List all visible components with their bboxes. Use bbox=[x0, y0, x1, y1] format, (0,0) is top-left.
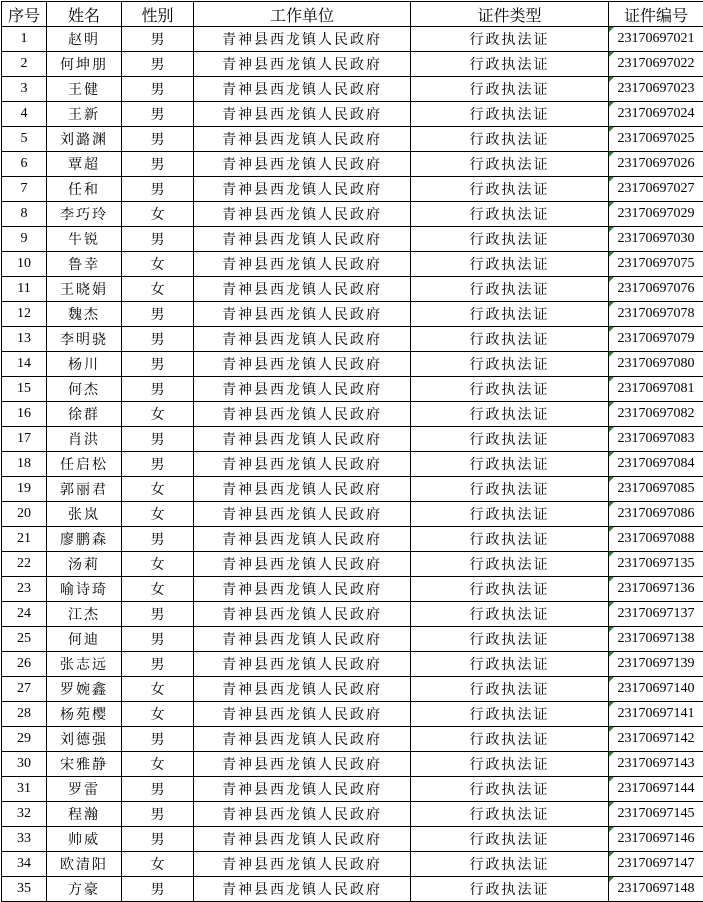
cell-unit: 青神县西龙镇人民政府 bbox=[194, 277, 411, 302]
cell-unit: 青神县西龙镇人民政府 bbox=[194, 127, 411, 152]
cell-name: 鲁幸 bbox=[47, 252, 122, 277]
cell-unit: 青神县西龙镇人民政府 bbox=[194, 727, 411, 752]
cell-unit: 青神县西龙镇人民政府 bbox=[194, 102, 411, 127]
cell-index: 23 bbox=[2, 577, 47, 602]
header-index: 序号 bbox=[2, 2, 47, 27]
cell-name: 覃超 bbox=[47, 152, 122, 177]
cell-cert-no: 23170697078 bbox=[609, 302, 703, 327]
table-row bbox=[2, 427, 703, 452]
table-row bbox=[2, 877, 703, 902]
table-row bbox=[2, 27, 703, 52]
cell-gender: 男 bbox=[122, 102, 194, 127]
cell-cert-type: 行政执法证 bbox=[411, 227, 609, 252]
cell-gender: 男 bbox=[122, 327, 194, 352]
cell-gender: 男 bbox=[122, 52, 194, 77]
cell-index: 18 bbox=[2, 452, 47, 477]
cell-cert-no: 23170697082 bbox=[609, 402, 703, 427]
cell-cert-type: 行政执法证 bbox=[411, 752, 609, 777]
cell-gender: 男 bbox=[122, 377, 194, 402]
cell-cert-no: 23170697022 bbox=[609, 52, 703, 77]
cell-index: 2 bbox=[2, 52, 47, 77]
cell-cert-type: 行政执法证 bbox=[411, 27, 609, 52]
cell-index: 7 bbox=[2, 177, 47, 202]
table-row bbox=[2, 327, 703, 352]
cell-cert-type: 行政执法证 bbox=[411, 852, 609, 877]
cell-cert-no: 23170697145 bbox=[609, 802, 703, 827]
cell-cert-no: 23170697027 bbox=[609, 177, 703, 202]
cell-cert-no: 23170697137 bbox=[609, 602, 703, 627]
header-unit: 工作单位 bbox=[194, 2, 411, 27]
table-row bbox=[2, 177, 703, 202]
cell-name: 李巧玲 bbox=[47, 202, 122, 227]
cell-cert-no: 23170697075 bbox=[609, 252, 703, 277]
cell-cert-type: 行政执法证 bbox=[411, 277, 609, 302]
table-row bbox=[2, 302, 703, 327]
cell-unit: 青神县西龙镇人民政府 bbox=[194, 152, 411, 177]
cell-index: 11 bbox=[2, 277, 47, 302]
cell-cert-no: 23170697076 bbox=[609, 277, 703, 302]
table-row bbox=[2, 552, 703, 577]
cell-name: 喻诗琦 bbox=[47, 577, 122, 602]
table-row bbox=[2, 77, 703, 102]
cell-gender: 男 bbox=[122, 827, 194, 852]
cell-name: 刘潞渊 bbox=[47, 127, 122, 152]
table-row bbox=[2, 452, 703, 477]
cell-name: 赵明 bbox=[47, 27, 122, 52]
cell-unit: 青神县西龙镇人民政府 bbox=[194, 627, 411, 652]
cell-unit: 青神县西龙镇人民政府 bbox=[194, 802, 411, 827]
cell-gender: 男 bbox=[122, 627, 194, 652]
cell-cert-type: 行政执法证 bbox=[411, 52, 609, 77]
cell-cert-type: 行政执法证 bbox=[411, 127, 609, 152]
table-row bbox=[2, 352, 703, 377]
cell-name: 何坤朋 bbox=[47, 52, 122, 77]
table-row bbox=[2, 602, 703, 627]
cell-index: 14 bbox=[2, 352, 47, 377]
cell-cert-no: 23170697029 bbox=[609, 202, 703, 227]
cell-cert-no: 23170697024 bbox=[609, 102, 703, 127]
cell-name: 江杰 bbox=[47, 602, 122, 627]
cell-index: 29 bbox=[2, 727, 47, 752]
cell-unit: 青神县西龙镇人民政府 bbox=[194, 52, 411, 77]
cell-index: 19 bbox=[2, 477, 47, 502]
cell-index: 16 bbox=[2, 402, 47, 427]
cell-unit: 青神县西龙镇人民政府 bbox=[194, 77, 411, 102]
cell-cert-no: 23170697144 bbox=[609, 777, 703, 802]
cell-name: 宋雅静 bbox=[47, 752, 122, 777]
header-row bbox=[2, 2, 703, 27]
cell-cert-no: 23170697086 bbox=[609, 502, 703, 527]
cell-gender: 男 bbox=[122, 602, 194, 627]
cell-cert-type: 行政执法证 bbox=[411, 502, 609, 527]
cell-cert-type: 行政执法证 bbox=[411, 827, 609, 852]
cell-unit: 青神县西龙镇人民政府 bbox=[194, 27, 411, 52]
cell-index: 8 bbox=[2, 202, 47, 227]
cell-name: 罗婉鑫 bbox=[47, 677, 122, 702]
table-row bbox=[2, 477, 703, 502]
table-row bbox=[2, 227, 703, 252]
cell-index: 25 bbox=[2, 627, 47, 652]
cell-unit: 青神县西龙镇人民政府 bbox=[194, 227, 411, 252]
cell-gender: 女 bbox=[122, 552, 194, 577]
cell-cert-type: 行政执法证 bbox=[411, 352, 609, 377]
cell-name: 方豪 bbox=[47, 877, 122, 902]
cell-gender: 男 bbox=[122, 527, 194, 552]
cell-name: 杨苑樱 bbox=[47, 702, 122, 727]
cell-cert-no: 23170697026 bbox=[609, 152, 703, 177]
cell-cert-type: 行政执法证 bbox=[411, 802, 609, 827]
cell-gender: 男 bbox=[122, 777, 194, 802]
table-row bbox=[2, 827, 703, 852]
cell-index: 12 bbox=[2, 302, 47, 327]
cell-index: 31 bbox=[2, 777, 47, 802]
table-row bbox=[2, 102, 703, 127]
cell-unit: 青神县西龙镇人民政府 bbox=[194, 777, 411, 802]
cell-index: 6 bbox=[2, 152, 47, 177]
cell-unit: 青神县西龙镇人民政府 bbox=[194, 352, 411, 377]
header-cert-no: 证件编号 bbox=[609, 2, 703, 27]
cell-cert-type: 行政执法证 bbox=[411, 252, 609, 277]
cell-gender: 男 bbox=[122, 802, 194, 827]
cell-index: 4 bbox=[2, 102, 47, 127]
cell-cert-type: 行政执法证 bbox=[411, 627, 609, 652]
cell-unit: 青神县西龙镇人民政府 bbox=[194, 602, 411, 627]
cell-index: 27 bbox=[2, 677, 47, 702]
cell-unit: 青神县西龙镇人民政府 bbox=[194, 702, 411, 727]
cell-gender: 男 bbox=[122, 877, 194, 902]
table-row bbox=[2, 252, 703, 277]
cell-gender: 女 bbox=[122, 752, 194, 777]
cell-unit: 青神县西龙镇人民政府 bbox=[194, 477, 411, 502]
cell-unit: 青神县西龙镇人民政府 bbox=[194, 652, 411, 677]
cell-index: 32 bbox=[2, 802, 47, 827]
cell-cert-type: 行政执法证 bbox=[411, 777, 609, 802]
cell-gender: 男 bbox=[122, 452, 194, 477]
cell-unit: 青神县西龙镇人民政府 bbox=[194, 452, 411, 477]
cell-gender: 女 bbox=[122, 702, 194, 727]
cell-cert-type: 行政执法证 bbox=[411, 327, 609, 352]
cell-cert-no: 23170697141 bbox=[609, 702, 703, 727]
cell-name: 欧清阳 bbox=[47, 852, 122, 877]
cell-unit: 青神县西龙镇人民政府 bbox=[194, 527, 411, 552]
table-row bbox=[2, 652, 703, 677]
table-row bbox=[2, 152, 703, 177]
cell-gender: 男 bbox=[122, 427, 194, 452]
table-row bbox=[2, 727, 703, 752]
cell-name: 牛锐 bbox=[47, 227, 122, 252]
table-body bbox=[2, 27, 703, 902]
cell-index: 30 bbox=[2, 752, 47, 777]
cell-cert-no: 23170697023 bbox=[609, 77, 703, 102]
cell-cert-no: 23170697084 bbox=[609, 452, 703, 477]
cell-gender: 女 bbox=[122, 277, 194, 302]
table-row bbox=[2, 527, 703, 552]
cell-cert-no: 23170697021 bbox=[609, 27, 703, 52]
table-row bbox=[2, 402, 703, 427]
cell-gender: 女 bbox=[122, 852, 194, 877]
cell-index: 34 bbox=[2, 852, 47, 877]
cell-cert-no: 23170697142 bbox=[609, 727, 703, 752]
cell-cert-type: 行政执法证 bbox=[411, 102, 609, 127]
table-row bbox=[2, 577, 703, 602]
cell-unit: 青神县西龙镇人民政府 bbox=[194, 252, 411, 277]
table-row bbox=[2, 127, 703, 152]
cell-cert-no: 23170697030 bbox=[609, 227, 703, 252]
cell-cert-type: 行政执法证 bbox=[411, 77, 609, 102]
cell-name: 李明骁 bbox=[47, 327, 122, 352]
cell-index: 17 bbox=[2, 427, 47, 452]
cell-name: 杨川 bbox=[47, 352, 122, 377]
table-header bbox=[2, 2, 703, 27]
cell-gender: 男 bbox=[122, 227, 194, 252]
cell-cert-type: 行政执法证 bbox=[411, 452, 609, 477]
cell-index: 35 bbox=[2, 877, 47, 902]
cell-cert-type: 行政执法证 bbox=[411, 427, 609, 452]
cell-cert-type: 行政执法证 bbox=[411, 652, 609, 677]
cell-unit: 青神县西龙镇人民政府 bbox=[194, 202, 411, 227]
cell-cert-type: 行政执法证 bbox=[411, 877, 609, 902]
cell-unit: 青神县西龙镇人民政府 bbox=[194, 827, 411, 852]
cell-name: 任和 bbox=[47, 177, 122, 202]
cell-index: 10 bbox=[2, 252, 47, 277]
cell-cert-type: 行政执法证 bbox=[411, 302, 609, 327]
cell-gender: 男 bbox=[122, 27, 194, 52]
cell-cert-no: 23170697079 bbox=[609, 327, 703, 352]
cell-cert-no: 23170697136 bbox=[609, 577, 703, 602]
cell-cert-type: 行政执法证 bbox=[411, 152, 609, 177]
cell-gender: 男 bbox=[122, 352, 194, 377]
cell-cert-no: 23170697135 bbox=[609, 552, 703, 577]
cell-name: 帅威 bbox=[47, 827, 122, 852]
cell-cert-no: 23170697146 bbox=[609, 827, 703, 852]
cell-cert-type: 行政执法证 bbox=[411, 727, 609, 752]
cell-gender: 女 bbox=[122, 402, 194, 427]
cell-index: 22 bbox=[2, 552, 47, 577]
cell-name: 任启松 bbox=[47, 452, 122, 477]
cell-cert-no: 23170697025 bbox=[609, 127, 703, 152]
cell-name: 王新 bbox=[47, 102, 122, 127]
cell-unit: 青神县西龙镇人民政府 bbox=[194, 852, 411, 877]
cell-gender: 男 bbox=[122, 652, 194, 677]
cell-cert-no: 23170697081 bbox=[609, 377, 703, 402]
cell-index: 33 bbox=[2, 827, 47, 852]
cell-unit: 青神县西龙镇人民政府 bbox=[194, 377, 411, 402]
cell-name: 张志远 bbox=[47, 652, 122, 677]
cell-gender: 女 bbox=[122, 677, 194, 702]
cell-cert-type: 行政执法证 bbox=[411, 602, 609, 627]
cell-index: 13 bbox=[2, 327, 47, 352]
cell-cert-no: 23170697083 bbox=[609, 427, 703, 452]
header-cert-type: 证件类型 bbox=[411, 2, 609, 27]
table-row bbox=[2, 277, 703, 302]
cell-cert-no: 23170697088 bbox=[609, 527, 703, 552]
cell-gender: 女 bbox=[122, 577, 194, 602]
cell-unit: 青神县西龙镇人民政府 bbox=[194, 302, 411, 327]
cell-name: 肖洪 bbox=[47, 427, 122, 452]
cell-name: 魏杰 bbox=[47, 302, 122, 327]
table-row bbox=[2, 802, 703, 827]
cell-cert-type: 行政执法证 bbox=[411, 702, 609, 727]
cell-unit: 青神县西龙镇人民政府 bbox=[194, 427, 411, 452]
cell-index: 28 bbox=[2, 702, 47, 727]
cell-unit: 青神县西龙镇人民政府 bbox=[194, 177, 411, 202]
cell-index: 3 bbox=[2, 77, 47, 102]
cell-name: 王健 bbox=[47, 77, 122, 102]
cell-cert-type: 行政执法证 bbox=[411, 577, 609, 602]
cell-index: 20 bbox=[2, 502, 47, 527]
cell-cert-type: 行政执法证 bbox=[411, 677, 609, 702]
cell-cert-no: 23170697080 bbox=[609, 352, 703, 377]
table-row bbox=[2, 627, 703, 652]
cell-unit: 青神县西龙镇人民政府 bbox=[194, 552, 411, 577]
table-row bbox=[2, 752, 703, 777]
cell-cert-type: 行政执法证 bbox=[411, 477, 609, 502]
cell-cert-type: 行政执法证 bbox=[411, 202, 609, 227]
cell-unit: 青神县西龙镇人民政府 bbox=[194, 402, 411, 427]
cell-cert-type: 行政执法证 bbox=[411, 527, 609, 552]
cell-gender: 女 bbox=[122, 477, 194, 502]
cell-cert-type: 行政执法证 bbox=[411, 177, 609, 202]
cell-gender: 女 bbox=[122, 252, 194, 277]
cell-index: 24 bbox=[2, 602, 47, 627]
table-row bbox=[2, 677, 703, 702]
cell-index: 26 bbox=[2, 652, 47, 677]
table-row bbox=[2, 852, 703, 877]
cell-name: 罗雷 bbox=[47, 777, 122, 802]
cell-unit: 青神县西龙镇人民政府 bbox=[194, 502, 411, 527]
cell-index: 21 bbox=[2, 527, 47, 552]
cell-name: 何迪 bbox=[47, 627, 122, 652]
roster-table bbox=[1, 1, 703, 902]
table-row bbox=[2, 702, 703, 727]
cell-name: 何杰 bbox=[47, 377, 122, 402]
cell-gender: 男 bbox=[122, 177, 194, 202]
cell-name: 汤莉 bbox=[47, 552, 122, 577]
cell-gender: 男 bbox=[122, 127, 194, 152]
cell-name: 张岚 bbox=[47, 502, 122, 527]
table-row bbox=[2, 202, 703, 227]
cell-cert-type: 行政执法证 bbox=[411, 552, 609, 577]
cell-name: 刘德强 bbox=[47, 727, 122, 752]
header-gender: 性别 bbox=[122, 2, 194, 27]
header-name: 姓名 bbox=[47, 2, 122, 27]
cell-name: 王晓娟 bbox=[47, 277, 122, 302]
cell-cert-no: 23170697143 bbox=[609, 752, 703, 777]
cell-index: 5 bbox=[2, 127, 47, 152]
cell-name: 徐群 bbox=[47, 402, 122, 427]
cell-index: 9 bbox=[2, 227, 47, 252]
cell-index: 15 bbox=[2, 377, 47, 402]
cell-index: 1 bbox=[2, 27, 47, 52]
table-row bbox=[2, 52, 703, 77]
cell-name: 廖鹏森 bbox=[47, 527, 122, 552]
cell-gender: 女 bbox=[122, 502, 194, 527]
cell-gender: 男 bbox=[122, 152, 194, 177]
cell-unit: 青神县西龙镇人民政府 bbox=[194, 577, 411, 602]
cell-cert-no: 23170697085 bbox=[609, 477, 703, 502]
cell-unit: 青神县西龙镇人民政府 bbox=[194, 677, 411, 702]
cell-unit: 青神县西龙镇人民政府 bbox=[194, 327, 411, 352]
cell-cert-no: 23170697140 bbox=[609, 677, 703, 702]
cell-cert-no: 23170697147 bbox=[609, 852, 703, 877]
cell-gender: 男 bbox=[122, 77, 194, 102]
table-row bbox=[2, 377, 703, 402]
cell-unit: 青神县西龙镇人民政府 bbox=[194, 752, 411, 777]
cell-cert-no: 23170697138 bbox=[609, 627, 703, 652]
cell-cert-no: 23170697139 bbox=[609, 652, 703, 677]
cell-cert-no: 23170697148 bbox=[609, 877, 703, 902]
table-row bbox=[2, 777, 703, 802]
cell-name: 郭丽君 bbox=[47, 477, 122, 502]
table-row bbox=[2, 502, 703, 527]
cell-name: 程瀚 bbox=[47, 802, 122, 827]
cell-cert-type: 行政执法证 bbox=[411, 402, 609, 427]
cell-cert-type: 行政执法证 bbox=[411, 377, 609, 402]
cell-gender: 男 bbox=[122, 302, 194, 327]
cell-gender: 男 bbox=[122, 727, 194, 752]
cell-gender: 女 bbox=[122, 202, 194, 227]
cell-unit: 青神县西龙镇人民政府 bbox=[194, 877, 411, 902]
